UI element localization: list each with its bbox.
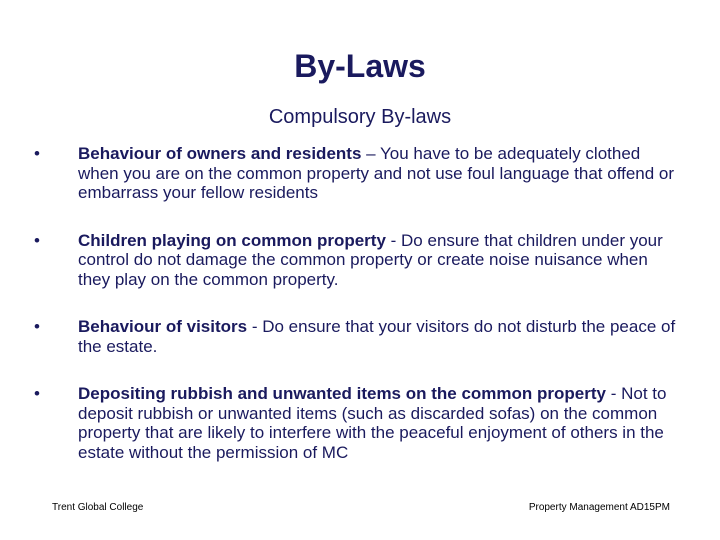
bullet-separator: -: [385, 230, 402, 250]
footer-left: Trent Global College: [52, 502, 144, 513]
bullet-heading: Behaviour of owners and residents: [78, 144, 362, 163]
bullet-item: [32, 317, 682, 356]
bullet-dot-icon: •: [34, 144, 40, 163]
bullet-separator: –: [361, 144, 380, 163]
bullet-separator: -: [605, 384, 622, 403]
bullet-dot-icon: •: [34, 384, 40, 403]
slide-title: By-Laws: [294, 48, 426, 84]
footer-right: Property Management AD15PM: [528, 502, 670, 513]
bullet-text: You have to be adequately clothed when you are on the common property and not use foul language that offend or embarrass your fellow residents: [78, 144, 675, 202]
bullet-list: [32, 144, 682, 462]
bullet-text: Do ensure that your visitors do not disturb the peace of the estate.: [78, 317, 676, 356]
bullet-heading: Behaviour of visitors: [78, 317, 248, 336]
bullet-item: [32, 231, 682, 290]
bullet-item: [32, 144, 682, 203]
bullet-separator: -: [247, 317, 263, 336]
bullet-heading: Depositing rubbish and unwanted items on the common property: [78, 384, 606, 403]
bullet-text: Not to deposit rubbish or unwanted items (such as discarded sofas) on the common property that are likely to interfere with the peaceful enjoyment of others in the estate without the permission of MC: [78, 384, 667, 462]
bullet-dot-icon: •: [34, 317, 40, 336]
slide-subtitle: Compulsory By-laws: [268, 106, 452, 128]
bullet-heading: Children playing on common property: [78, 230, 386, 250]
bullet-text: Do ensure that children under your control do not damage the common property or create noise nuisance when they play on the common property.: [78, 230, 663, 289]
bullet-item: [32, 384, 682, 462]
bullet-dot-icon: •: [34, 230, 40, 250]
